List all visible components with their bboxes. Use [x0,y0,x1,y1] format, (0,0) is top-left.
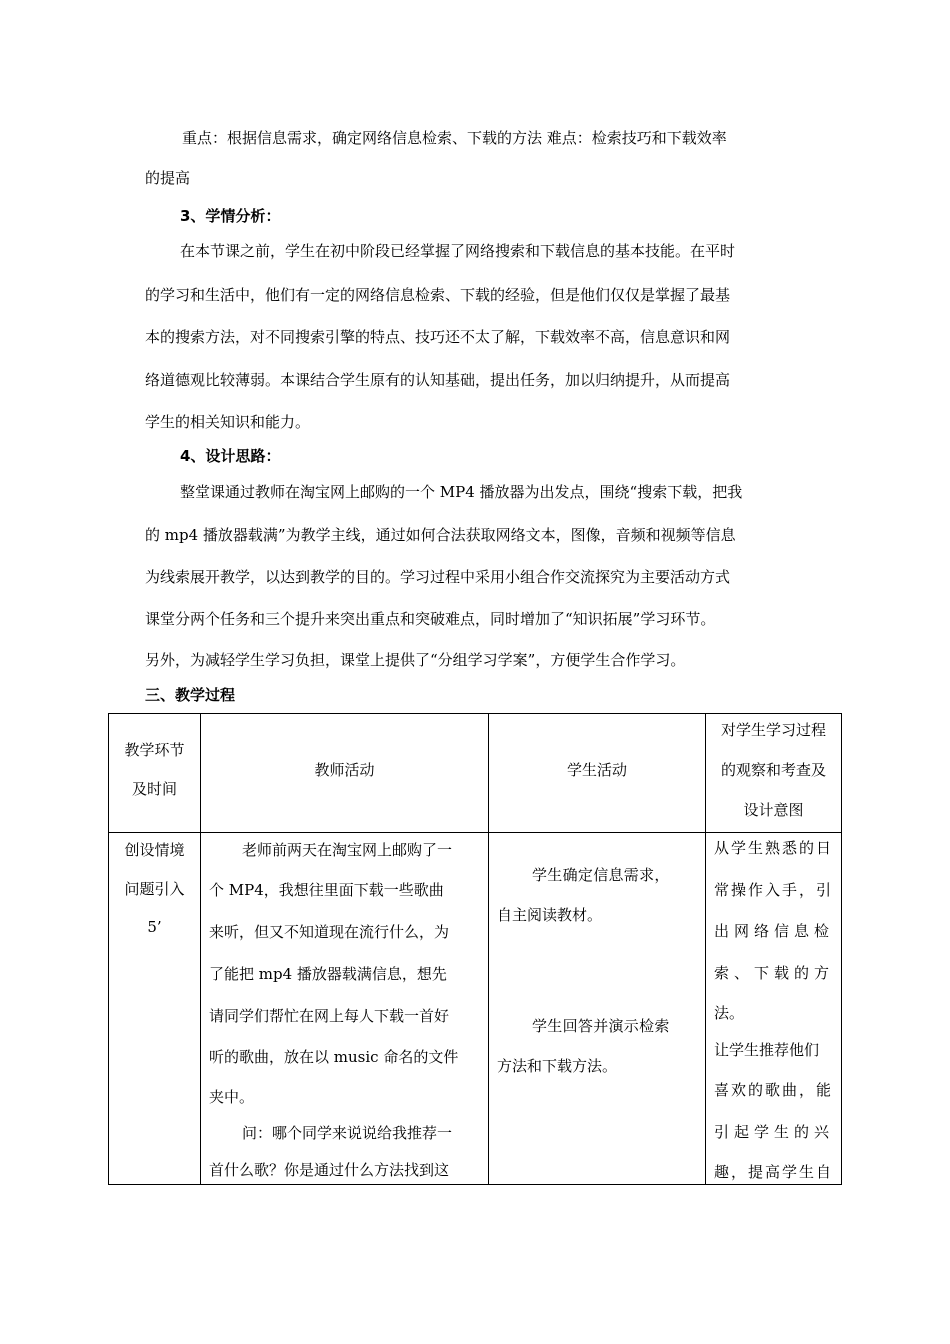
table-border-top [108,713,842,714]
teacher-activity-line: 夹中。 [209,1088,255,1106]
teacher-activity-line: 老师前两天在淘宝网上邮购了一 [242,841,453,859]
focus-difficulty-line: 重点：根据信息需求，确定网络信息检索、下载的方法 难点：检索技巧和下载效率 [182,129,727,147]
paragraph-line: 在本节课之前，学生在初中阶段已经掌握了网络搜索和下载信息的基本技能。在平时 [180,242,736,260]
header-student-activity: 学生活动 [566,761,627,779]
table-col-divider [200,713,201,1185]
paragraph-line: 本的搜索方法，对不同搜索引擎的特点、技巧还不太了解，下载效率不高，信息意识和网 [145,328,731,346]
teacher-activity-line: 听的歌曲，放在以 music 命名的文件 [209,1048,459,1066]
student-activity-line: 方法和下载方法。 [497,1057,618,1075]
intent-line: 法。 [714,1004,745,1022]
teacher-activity-line: 首什么歌？你是通过什么方法找到这 [209,1161,450,1179]
teacher-activity-line: 问：哪个同学来说说给我推荐一 [242,1124,453,1142]
section-heading-learning-analysis: 3、学情分析： [180,207,281,225]
paragraph-line: 为线索展开教学，以达到教学的目的。学习过程中采用小组合作交流探究为主要活动方式 [145,568,731,586]
header-stage-time-line1: 教学环节 [124,741,185,759]
focus-difficulty-line-cont: 的提高 [145,169,191,187]
paragraph-line: 的 mp4 播放器载满”为教学主线，通过如何合法获取网络文本，图像，音频和视频等信息 [145,526,736,544]
teacher-activity-line: 个 MP4，我想往里面下载一些歌曲 [209,881,444,899]
header-stage-time-line2: 及时间 [131,780,177,798]
table-border-bottom [108,1184,842,1185]
intent-line: 常操作入手，引 [714,881,834,899]
teacher-activity-line: 来听，但又不知道现在流行什么，为 [209,923,450,941]
header-intent-line2: 的观察和考查及 [720,761,826,779]
student-activity-line: 学生回答并演示检索 [532,1017,670,1035]
intent-line: 引起学生的兴 [714,1123,835,1141]
intent-line: 从学生熟悉的日 [714,839,834,857]
teacher-activity-line: 请同学们帮忙在网上每人下载一首好 [209,1007,450,1025]
header-intent-line3: 设计意图 [743,801,804,819]
header-teacher-activity: 教师活动 [314,761,375,779]
header-intent-line1: 对学生学习过程 [720,721,826,739]
intent-line: 喜欢的歌曲，能 [714,1081,834,1099]
intent-line: 趣，提高学生自 [714,1163,834,1181]
student-activity-line: 自主阅读教材。 [497,906,603,924]
intent-line: 索、下载的方 [714,964,835,982]
paragraph-line: 络道德观比较薄弱。本课结合学生原有的认知基础，提出任务，加以归纳提升，从而提高 [145,371,731,389]
stage-cell-line3: 5’ [147,918,162,936]
section-heading-design-idea: 4、设计思路： [180,447,281,465]
intent-line: 出网络信息检 [714,922,835,940]
table-header-divider [108,832,842,833]
teacher-activity-line: 了能把 mp4 播放器载满信息，想先 [209,965,447,983]
table-border-right [841,713,842,1185]
table-col-divider [705,713,706,1185]
paragraph-line: 学生的相关知识和能力。 [145,413,311,431]
paragraph-line: 另外，为减轻学生学习负担，课堂上提供了“分组学习学案”，方便学生合作学习。 [145,651,686,669]
stage-cell-line1: 创设情境 [124,841,185,859]
section-heading-teaching-process: 三、教学过程 [145,686,236,704]
paragraph-line: 整堂课通过教师在淘宝网上邮购的一个 MP4 播放器为出发点，围绕“搜索下载，把我 [180,483,743,501]
student-activity-line: 学生确定信息需求， [532,866,670,884]
intent-line: 让学生推荐他们 [714,1041,820,1059]
paragraph-line: 的学习和生活中，他们有一定的网络信息检索、下载的经验，但是他们仅仅是掌握了最基 [145,286,731,304]
table-col-divider [488,713,489,1185]
paragraph-line: 课堂分两个任务和三个提升来突出重点和突破难点，同时增加了“知识拓展”学习环节。 [145,610,716,628]
stage-cell-line2: 问题引入 [124,880,185,898]
